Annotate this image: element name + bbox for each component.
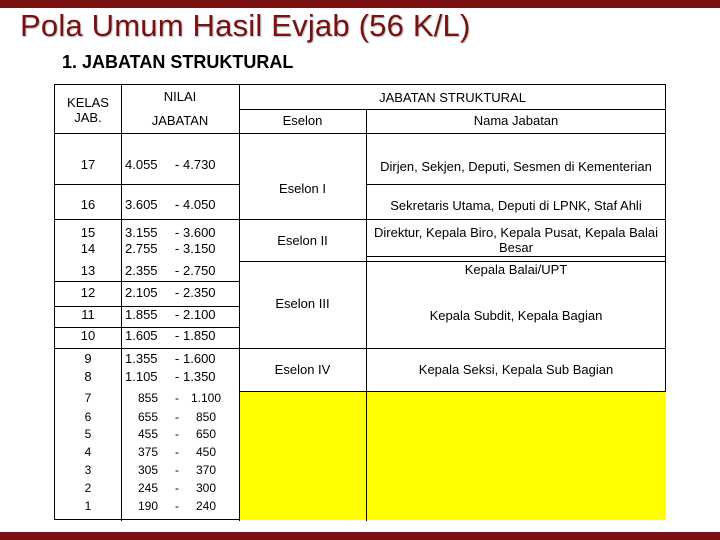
nilai-separator: - — [174, 197, 180, 212]
jabatan-table — [54, 84, 666, 520]
nilai-high-cell: 2.100 — [183, 307, 216, 322]
nilai-separator: - — [175, 463, 179, 477]
nilai-high-cell: 1.600 — [183, 351, 216, 366]
nilai-high-cell: 450 — [195, 445, 217, 459]
kelas-cell: 13 — [80, 263, 96, 278]
header-divider — [55, 133, 666, 134]
nilai-high-cell: 650 — [195, 427, 217, 441]
nama-jabatan-2: Sekretaris Utama, Deputi di LPNK, Staf Ahli — [390, 198, 642, 213]
nilai-separator: - — [174, 241, 180, 256]
eselon-2: Eselon II — [277, 233, 328, 248]
nilai-low-cell: 2.105 — [125, 285, 158, 300]
nilai-separator: - — [174, 157, 180, 172]
kelas-cell: 11 — [81, 307, 95, 322]
nilai-low-cell: 190 — [137, 499, 159, 513]
header-nama-jabatan: Nama Jabatan — [473, 113, 559, 128]
nilai-low-cell: 3.605 — [125, 197, 158, 212]
nilai-high-cell: 850 — [195, 410, 217, 424]
kelas-cell: 9 — [84, 351, 92, 366]
col-divider — [239, 85, 240, 521]
kelas-cell: 3 — [84, 463, 92, 477]
nilai-low-cell: 4.055 — [125, 157, 158, 172]
nilai-high-cell: 1.100 — [190, 391, 222, 405]
nilai-separator: - — [175, 427, 179, 441]
nama-jabatan-3: Direktur, Kepala Biro, Kepala Pusat, Kepala Balai Besar — [373, 225, 658, 255]
top-bar — [0, 0, 720, 8]
page-title: Pola Umum Hasil Evjab (56 K/L) — [20, 8, 471, 43]
kelas-cell: 8 — [84, 369, 92, 384]
nilai-separator: - — [174, 225, 180, 240]
nilai-high-cell: 2.750 — [183, 263, 216, 278]
kelas-cell: 14 — [80, 241, 96, 256]
row-divider — [55, 281, 239, 282]
nama-jabatan-1: Dirjen, Sekjen, Deputi, Sesmen di Kementerian — [380, 159, 652, 174]
kelas-cell: 17 — [80, 157, 96, 172]
nilai-low-cell: 455 — [137, 427, 159, 441]
nilai-low-cell: 855 — [137, 391, 159, 405]
row-divider — [366, 256, 666, 257]
header-struktural: JABATAN STRUKTURAL — [379, 90, 526, 105]
nama-jabatan-6: Kepala Seksi, Kepala Sub Bagian — [418, 362, 614, 377]
empty-highlight-area — [239, 391, 666, 520]
nilai-low-cell: 1.855 — [125, 307, 158, 322]
nilai-low-cell: 2.755 — [125, 241, 158, 256]
eselon-4: Eselon IV — [274, 362, 331, 377]
kelas-cell: 5 — [84, 427, 92, 441]
row-divider — [239, 261, 666, 262]
eselon-3: Eselon III — [275, 296, 330, 311]
col-divider — [121, 85, 122, 521]
nilai-low-cell: 2.355 — [125, 263, 158, 278]
nilai-low-cell: 1.605 — [125, 328, 158, 343]
nilai-separator: - — [174, 369, 180, 384]
nilai-high-cell: 1.850 — [183, 328, 216, 343]
nilai-separator: - — [174, 285, 180, 300]
bottom-bar — [0, 532, 720, 540]
header-eselon: Eselon — [282, 113, 323, 128]
header-jabatan: JABATAN — [151, 113, 209, 128]
nilai-separator: - — [175, 481, 179, 495]
nilai-high-cell: 2.350 — [183, 285, 216, 300]
nama-jabatan-4: Kepala Balai/UPT — [464, 262, 568, 277]
nilai-high-cell: 4.730 — [183, 157, 216, 172]
nilai-high-cell: 370 — [195, 463, 217, 477]
kelas-cell: 10 — [80, 328, 96, 343]
header-kelas: KELAS JAB. — [67, 95, 109, 125]
row-divider — [239, 391, 666, 392]
nilai-separator: - — [174, 263, 180, 278]
kelas-cell: 6 — [84, 410, 92, 424]
nilai-separator: - — [174, 307, 180, 322]
nilai-separator: - — [174, 328, 180, 343]
row-divider — [55, 306, 239, 307]
row-divider — [55, 348, 666, 349]
col-divider — [366, 110, 367, 521]
kelas-cell: 1 — [84, 499, 92, 513]
nilai-high-cell: 3.600 — [183, 225, 216, 240]
nilai-separator: - — [175, 499, 179, 513]
kelas-cell: 7 — [84, 391, 92, 405]
kelas-cell: 16 — [80, 197, 96, 212]
row-divider — [55, 327, 239, 328]
row-divider — [55, 219, 666, 220]
row-divider — [55, 184, 239, 185]
eselon-1: Eselon I — [279, 181, 326, 196]
nilai-high-cell: 1.350 — [183, 369, 216, 384]
row-divider — [366, 184, 666, 185]
kelas-cell: 2 — [84, 481, 92, 495]
nilai-low-cell: 375 — [137, 445, 159, 459]
nilai-high-cell: 3.150 — [183, 241, 216, 256]
nilai-high-cell: 240 — [195, 499, 217, 513]
nilai-low-cell: 655 — [137, 410, 159, 424]
kelas-cell: 12 — [80, 285, 96, 300]
kelas-cell: 4 — [84, 445, 92, 459]
nilai-low-cell: 245 — [137, 481, 159, 495]
nilai-low-cell: 3.155 — [125, 225, 158, 240]
nilai-separator: - — [174, 351, 180, 366]
nilai-separator: - — [175, 445, 179, 459]
nilai-separator: - — [175, 410, 179, 424]
kelas-cell: 15 — [80, 225, 96, 240]
nilai-separator: - — [175, 391, 179, 405]
nilai-high-cell: 300 — [195, 481, 217, 495]
row-divider — [239, 109, 666, 110]
nilai-high-cell: 4.050 — [183, 197, 216, 212]
nilai-low-cell: 305 — [137, 463, 159, 477]
nilai-low-cell: 1.105 — [125, 369, 158, 384]
header-nilai: NILAI — [163, 89, 197, 104]
nilai-low-cell: 1.355 — [125, 351, 158, 366]
nama-jabatan-5: Kepala Subdit, Kepala Bagian — [429, 308, 603, 323]
section-subtitle: 1. JABATAN STRUKTURAL — [62, 52, 294, 72]
